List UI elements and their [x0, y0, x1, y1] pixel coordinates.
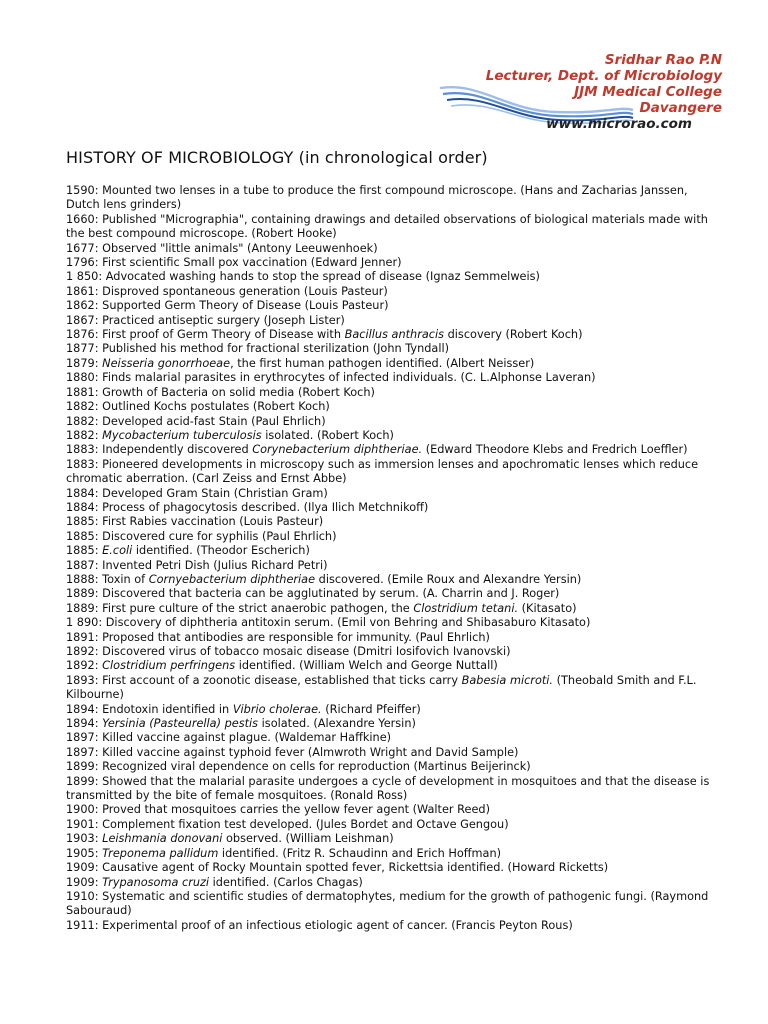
timeline-entry: [66, 703, 716, 717]
timeline-entry: [66, 803, 716, 817]
timeline-entry: [66, 919, 716, 933]
entry-text: 1909:: [66, 875, 103, 889]
timeline-entry: [66, 818, 716, 832]
entry-text: 1590: Mounted two lenses in a tube to produce the first compound microscope. (Hans and Zacharias Janssen, Dutch lens grinders): [66, 184, 688, 212]
entry-text: 1903:: [66, 832, 103, 846]
entry-text: 1882:: [66, 428, 103, 442]
entry-text: (Edward Theodore Klebs and Fredrich Loeffler): [422, 443, 688, 457]
entry-text: 1884: Developed Gram Stain (Christian Gram): [66, 486, 328, 500]
timeline-entry: [66, 299, 716, 313]
entry-text: 1879:: [66, 356, 103, 370]
species-name: Leishmania donovani: [102, 832, 223, 846]
timeline-entry: [66, 775, 716, 804]
timeline-entry: [66, 285, 716, 299]
timeline-entry: [66, 443, 716, 457]
entry-text: 1894:: [66, 717, 103, 731]
entry-text: identified. (William Welch and George Nuttall): [235, 659, 498, 673]
entry-text: 1885: First Rabies vaccination (Louis Pasteur): [66, 515, 324, 529]
entry-text: 1861: Disproved spontaneous generation (Louis Pasteur): [66, 284, 388, 298]
timeline-entry: [66, 760, 716, 774]
entry-text: 1909: Causative agent of Rocky Mountain spotted fever, Rickettsia identified. (Howard Ricketts): [66, 861, 609, 875]
timeline-entry: [66, 371, 716, 385]
entry-text: 1911: Experimental proof of an infectious etiologic agent of cancer. (Francis Peyton Rous): [66, 918, 573, 932]
species-name: Bacillus anthracis: [344, 328, 445, 342]
timeline-entry: [66, 515, 716, 529]
timeline-list: [66, 184, 716, 933]
species-name: Mycobacterium tuberculosis: [102, 428, 262, 442]
timeline-entry: [66, 400, 716, 414]
species-name: Babesia microti.: [461, 673, 554, 687]
timeline-entry: [66, 746, 716, 760]
timeline-entry: [66, 731, 716, 745]
entry-text: 1880: Finds malarial parasites in erythrocytes of infected individuals. (C. L.Alphonse Laveran): [66, 371, 596, 385]
species-name: Yersinia (Pasteurella) pestis: [102, 717, 259, 731]
document-title: HISTORY OF MICROBIOLOGY (in chronological order): [66, 148, 488, 167]
timeline-entry: [66, 458, 716, 487]
entry-text: identified. (Fritz R. Schaudinn and Erich Hoffman): [218, 846, 502, 860]
entry-text: 1901: Complement fixation test developed. (Jules Bordet and Octave Gengou): [66, 817, 509, 831]
entry-text: 1892: Discovered virus of tobacco mosaic disease (Dmitri Iosifovich Ivanovski): [66, 645, 511, 658]
entry-text: 1899: Showed that the malarial parasite undergoes a cycle of development in mosquitoes and that the disease is transmitted by the bite of female mosquitoes. (Ronald Ross): [66, 774, 710, 803]
entry-text: 1910: Systematic and scientific studies of dermatophytes, medium for the growth of pathogenic fungi. (Raymond Sabouraud): [66, 889, 709, 918]
timeline-entry: [66, 242, 716, 256]
timeline-entry: [66, 861, 716, 875]
entry-text: 1 850: Advocated washing hands to stop the spread of disease (Ignaz Semmelweis): [66, 270, 540, 284]
species-name: Clostridium tetani.: [413, 601, 519, 615]
species-name: Trypanosoma cruzi: [102, 875, 210, 889]
timeline-entry: [66, 270, 716, 284]
timeline-entry: [66, 544, 716, 558]
entry-text: isolated. (Robert Koch): [261, 428, 394, 442]
entry-text: 1897: Killed vaccine against plague. (Waldemar Haffkine): [66, 731, 392, 745]
entry-text: 1888: Toxin of: [66, 572, 149, 586]
species-name: Vibrio cholerae.: [232, 702, 322, 716]
entry-text: 1885: Discovered cure for syphilis (Paul Ehrlich): [66, 529, 337, 543]
entry-text: (Theobald Smith and F.L. Kilbourne): [66, 673, 697, 702]
entry-text: 1876: First proof of Germ Theory of Disease with: [66, 328, 345, 342]
author-position: Lecturer, Dept. of Microbiology: [485, 68, 722, 84]
species-name: E.coli: [102, 544, 133, 558]
timeline-entry: [66, 213, 716, 242]
timeline-entry: [66, 487, 716, 501]
timeline-entry: [66, 342, 716, 356]
species-name: Corynebacterium diphtheriae.: [252, 443, 423, 457]
entry-text: 1877: Published his method for fractional sterilization (John Tyndall): [66, 342, 450, 356]
timeline-entry: [66, 659, 716, 673]
entry-text: 1796: First scientific Small pox vaccination (Edward Jenner): [66, 256, 402, 270]
timeline-entry: [66, 184, 716, 213]
entry-text: 1899: Recognized viral dependence on cells for reproduction (Martinus Beijerinck): [66, 760, 531, 774]
entry-text: 1892:: [66, 659, 103, 673]
entry-text: isolated. (Alexandre Yersin): [258, 717, 416, 731]
entry-text: 1900: Proved that mosquitoes carries the yellow fever agent (Walter Reed): [66, 803, 490, 817]
species-name: Clostridium perfringens: [102, 659, 236, 673]
entry-text: 1889: Discovered that bacteria can be agglutinated by serum. (A. Charrin and J. Roger): [66, 587, 560, 601]
entry-text: , the first human pathogen identified. (Albert Neisser): [230, 356, 535, 370]
entry-text: (Richard Pfeiffer): [321, 702, 421, 716]
entry-text: 1862: Supported Germ Theory of Disease (Louis Pasteur): [66, 299, 389, 313]
entry-text: (Kitasato): [518, 601, 577, 615]
author-institution: JJM Medical College: [574, 84, 722, 100]
entry-text: 1 890: Discovery of diphtheria antitoxin serum. (Emil von Behring and Shibasaburo Kitasato): [66, 616, 591, 630]
entry-text: 1884: Process of phagocytosis described. (Ilya Ilich Metchnikoff): [66, 500, 429, 514]
timeline-entry: [66, 847, 716, 861]
timeline-entry: [66, 674, 716, 703]
timeline-entry: [66, 415, 716, 429]
timeline-entry: [66, 890, 716, 919]
timeline-entry: [66, 573, 716, 587]
entry-text: 1882: Outlined Kochs postulates (Robert Koch): [66, 400, 330, 414]
timeline-entry: [66, 386, 716, 400]
timeline-entry: [66, 832, 716, 846]
timeline-entry: [66, 645, 716, 659]
entry-text: 1867: Practiced antiseptic surgery (Joseph Lister): [66, 313, 345, 327]
entry-text: 1889: First pure culture of the strict anaerobic pathogen, the: [66, 601, 414, 615]
species-name: Treponema pallidum: [102, 846, 219, 860]
entry-text: 1891: Proposed that antibodies are responsible for immunity. (Paul Ehrlich): [66, 630, 490, 644]
author-name: Sridhar Rao P.N: [604, 52, 722, 68]
entry-text: 1881: Growth of Bacteria on solid media (Robert Koch): [66, 385, 375, 399]
entry-text: 1885:: [66, 544, 103, 558]
website-link[interactable]: www.microrao.com: [546, 116, 692, 132]
entry-text: discovered. (Emile Roux and Alexandre Yersin): [315, 572, 582, 586]
timeline-entry: [66, 501, 716, 515]
entry-text: 1897: Killed vaccine against typhoid fever (Almwroth Wright and David Sample): [66, 745, 519, 759]
timeline-entry: [66, 631, 716, 645]
entry-text: 1893: First account of a zoonotic disease, established that ticks carry: [66, 673, 462, 687]
timeline-entry: [66, 616, 716, 630]
timeline-entry: [66, 587, 716, 601]
timeline-entry: [66, 530, 716, 544]
entry-text: 1894: Endotoxin identified in: [66, 702, 233, 716]
timeline-entry: [66, 314, 716, 328]
species-name: Neisseria gonorrhoeae: [102, 356, 231, 370]
timeline-entry: [66, 559, 716, 573]
entry-text: 1882: Developed acid-fast Stain (Paul Ehrlich): [66, 414, 326, 428]
entry-text: 1887: Invented Petri Dish (Julius Richard Petri): [66, 558, 328, 572]
entry-text: 1883: Pioneered developments in microscopy such as immersion lenses and apochromatic lenses which reduce chromatic aberration. (Carl Zeiss and Ernst Abbe): [66, 457, 699, 486]
author-city: Davangere: [639, 100, 722, 116]
entry-text: identified. (Carlos Chagas): [209, 875, 363, 889]
entry-text: identified. (Theodor Escherich): [132, 544, 310, 558]
entry-text: discovery (Robert Koch): [444, 328, 583, 342]
timeline-entry: [66, 602, 716, 616]
timeline-entry: [66, 429, 716, 443]
entry-text: 1677: Observed "little animals" (Antony Leeuwenhoek): [66, 241, 378, 255]
timeline-entry: [66, 328, 716, 342]
timeline-entry: [66, 876, 716, 890]
species-name: Cornyebacterium diphtheriae: [148, 572, 316, 586]
entry-text: observed. (William Leishman): [222, 832, 394, 846]
entry-text: 1905:: [66, 846, 103, 860]
entry-text: 1660: Published "Micrographia", containing drawings and detailed observations of biological materials made with the best compound microscope. (Robert Hooke): [66, 212, 708, 241]
timeline-entry: [66, 717, 716, 731]
timeline-entry: [66, 256, 716, 270]
timeline-entry: [66, 357, 716, 371]
entry-text: 1883: Independently discovered: [66, 443, 253, 457]
